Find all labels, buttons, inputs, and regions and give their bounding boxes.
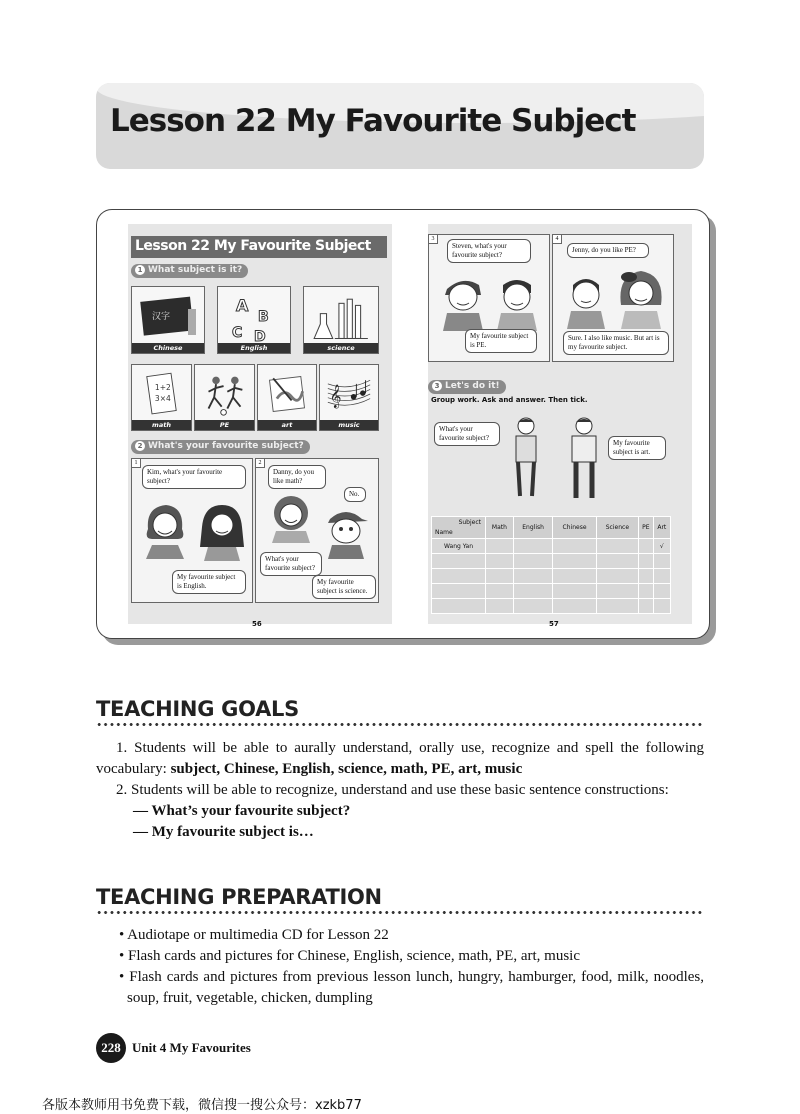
girl-jenny-illustration — [613, 265, 669, 329]
table-cell — [432, 554, 486, 569]
panel-number: 2 — [256, 459, 265, 468]
table-cell — [596, 554, 638, 569]
card-label: English — [218, 343, 290, 353]
goal-1-text: 1. Students will be able to aurally understand, orally use, recognize and spell the following vocabulary: — [96, 740, 704, 777]
svg-text:C: C — [232, 325, 243, 341]
svg-text:𝄞: 𝄞 — [329, 383, 342, 408]
section-number: 1 — [135, 265, 145, 275]
card-label: PE — [195, 420, 254, 430]
page-title: Lesson 22 My Favourite Subject — [110, 103, 636, 139]
table-header-row — [432, 517, 671, 539]
table-cell — [513, 569, 552, 584]
comic-panel-1 — [131, 458, 253, 603]
page-number-left: 56 — [252, 620, 262, 628]
table-cell — [486, 599, 514, 614]
speech-bubble: Sure. I also like music. But art is my favourite subject. — [563, 331, 669, 355]
boy-illustration — [561, 269, 611, 329]
survey-table — [431, 516, 671, 614]
table-col-header: PE — [639, 517, 654, 539]
music-notes-icon — [326, 371, 372, 417]
standing-boy-2-illustration — [564, 416, 604, 500]
card-math — [131, 364, 192, 431]
math-book-icon — [138, 371, 185, 418]
speech-bubble: What's your favourite subject? — [260, 552, 322, 576]
table-cell — [596, 569, 638, 584]
teaching-preparation-section — [96, 885, 704, 1009]
table-cell — [596, 599, 638, 614]
table-cell — [513, 584, 552, 599]
section-label-1 — [131, 264, 248, 278]
standing-boy-illustration — [508, 416, 544, 498]
table-row — [432, 569, 671, 584]
table-cell-tick: √ — [653, 539, 670, 554]
section-number: 3 — [432, 381, 442, 391]
svg-text:3×4: 3×4 — [154, 394, 171, 404]
table-cell — [553, 539, 596, 554]
card-label: science — [304, 343, 378, 353]
blackboard-icon — [138, 293, 198, 343]
table-corner-cell — [432, 517, 486, 539]
speech-bubble: My favourite subject is PE. — [465, 329, 537, 353]
page-number: 228 — [96, 1033, 126, 1063]
svg-text:1+2: 1+2 — [154, 382, 171, 392]
textbook-spread — [96, 209, 710, 639]
sentence-1: — What’s your favourite subject? — [133, 803, 351, 819]
boy-steven-illustration — [437, 271, 489, 331]
paintbrush-icon — [264, 371, 310, 417]
table-cell — [553, 554, 596, 569]
svg-text:汉字: 汉字 — [152, 312, 171, 322]
comic-panel-2 — [255, 458, 379, 603]
table-col-header: Math — [486, 517, 514, 539]
soccer-players-icon — [201, 371, 248, 418]
watermark-text: 各版本教师用书免费下载，微信搜一搜公众号：xzkb77 — [42, 1098, 362, 1113]
goal-1-vocabulary: subject, Chinese, English, science, math, PE, art, music — [170, 761, 523, 777]
preparation-list — [96, 925, 704, 1009]
section-text: What's your favourite subject? — [148, 441, 304, 451]
speech-bubble: No. — [344, 487, 366, 502]
textbook-page-left — [128, 224, 392, 624]
letters-abcd-icon — [224, 293, 284, 343]
table-cell — [653, 599, 670, 614]
textbook-page-right — [428, 224, 692, 624]
speech-bubble: Steven, what's your favourite subject? — [447, 239, 531, 263]
card-label: math — [132, 420, 191, 430]
section-number: 2 — [135, 441, 145, 451]
card-label: music — [320, 420, 378, 430]
table-cell — [639, 539, 654, 554]
speech-bubble: Kim, what's your favourite subject? — [142, 465, 246, 489]
table-cell — [653, 554, 670, 569]
speech-bubble: Danny, do you like math? — [268, 465, 326, 489]
table-cell — [653, 584, 670, 599]
table-cell — [639, 584, 654, 599]
card-label: Chinese — [132, 343, 204, 353]
table-cell — [486, 569, 514, 584]
table-cell — [432, 569, 486, 584]
table-cell — [513, 554, 552, 569]
table-cell — [596, 539, 638, 554]
table-cell — [653, 569, 670, 584]
table-cell — [639, 569, 654, 584]
table-cell — [432, 584, 486, 599]
girl-curly-hair-illustration — [266, 493, 316, 543]
speech-bubble: My favourite subject is art. — [608, 436, 666, 460]
table-cell — [432, 599, 486, 614]
table-col-header: Chinese — [553, 517, 596, 539]
page-number-right: 57 — [549, 620, 559, 628]
dotted-divider — [96, 722, 704, 727]
comic-panel-3 — [428, 234, 550, 362]
girl-kim-illustration — [140, 499, 190, 559]
title-banner — [96, 83, 704, 169]
card-pe — [194, 364, 255, 431]
speech-bubble: What's your favourite subject? — [434, 422, 500, 446]
table-cell-name: Wang Yan — [432, 539, 486, 554]
table-col-header: English — [513, 517, 552, 539]
boy-classmate-illustration — [491, 271, 543, 331]
teaching-goals-section — [96, 697, 704, 843]
table-cell — [486, 584, 514, 599]
list-item: • Audiotape or multimedia CD for Lesson 22 — [119, 927, 389, 943]
boy-danny-illustration — [318, 503, 374, 559]
girl-classmate-illustration — [196, 501, 248, 561]
panel-number: 4 — [553, 235, 562, 244]
table-row — [432, 584, 671, 599]
table-row — [432, 539, 671, 554]
table-col-header: Art — [653, 517, 670, 539]
card-art — [257, 364, 317, 431]
section-text: Let's do it! — [445, 381, 500, 391]
list-item: • Flash cards and pictures for Chinese, English, science, math, PE, art, music — [119, 948, 580, 964]
table-cell — [596, 584, 638, 599]
card-music — [319, 364, 379, 431]
table-row — [432, 554, 671, 569]
card-english — [217, 286, 291, 354]
list-item: • Flash cards and pictures from previous lesson lunch, hungry, hamburger, food, milk, noodles, soup, fruit, vegetable, chicken, dumpling — [119, 969, 704, 1006]
card-science — [303, 286, 379, 354]
table-cell — [486, 554, 514, 569]
panel-number: 1 — [132, 459, 141, 468]
section-label-2 — [131, 440, 310, 454]
card-label: art — [258, 420, 316, 430]
table-cell — [513, 539, 552, 554]
svg-text:D: D — [254, 329, 266, 343]
table-row — [432, 599, 671, 614]
table-cell — [513, 599, 552, 614]
speech-bubble: Jenny, do you like PE? — [567, 243, 649, 258]
table-cell — [553, 599, 596, 614]
speech-bubble: My favourite subject is English. — [172, 570, 246, 594]
lab-flasks-icon — [310, 293, 372, 345]
svg-text:B: B — [258, 309, 269, 325]
svg-text:A: A — [236, 296, 249, 315]
teaching-preparation-heading: TEACHING PREPARATION — [96, 885, 382, 909]
corner-name: Name — [435, 529, 453, 536]
textbook-title: Lesson 22 My Favourite Subject — [131, 236, 387, 258]
goal-2: 2. Students will be able to recognize, understand and use these basic sentence constructions: — [116, 782, 669, 798]
table-cell — [639, 554, 654, 569]
unit-label: Unit 4 My Favourites — [132, 1040, 251, 1055]
speech-bubble: My favourite subject is science. — [312, 575, 376, 599]
section-text: What subject is it? — [148, 265, 243, 275]
section-label-3 — [428, 380, 506, 394]
comic-panel-4 — [552, 234, 674, 362]
card-chinese — [131, 286, 205, 354]
table-col-header: Science — [596, 517, 638, 539]
teaching-goals-heading: TEACHING GOALS — [96, 697, 299, 721]
corner-subject: Subject — [458, 519, 481, 526]
table-cell — [553, 584, 596, 599]
sentence-2: — My favourite subject is… — [133, 824, 314, 840]
panel-number: 3 — [429, 235, 438, 244]
dotted-divider — [96, 910, 704, 915]
table-cell — [639, 599, 654, 614]
table-cell — [553, 569, 596, 584]
goal-1 — [96, 738, 704, 780]
activity-instruction: Group work. Ask and answer. Then tick. — [431, 396, 588, 404]
table-cell — [486, 539, 514, 554]
page-footer — [96, 1034, 251, 1062]
